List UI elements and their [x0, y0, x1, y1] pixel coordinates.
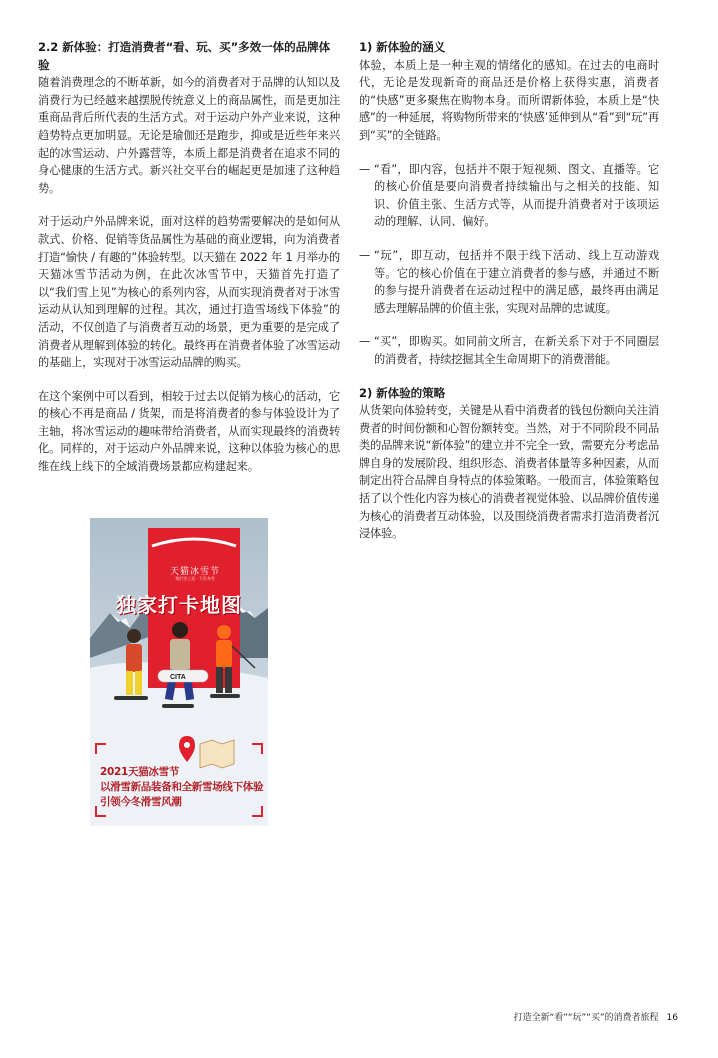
dash-bullet: — [359, 335, 371, 349]
dash-bullet: — [359, 162, 371, 176]
paragraph: 对于运动户外品牌来说，面对这样的趋势需要解决的是如何从款式、价格、促销等货品属性为基础的商业逻辑，向为消费者打造“愉快 / 有趣的”体验转型。以天猫在 2022 年 1 月举办的天猫冰雪节活动为例，在此次冰雪节中，天猫首先打造了以“我们雪上见”为核心的系列内容，从而实现消费者对于冰雪运动从认知到理解的过程。其次，通过打造雪场线下体验”的活动，不仅创造了与消费者互动的场景，更为重要的是完成了消费者从理解到体验的转化。最终再在消费者体验了冰雪运动的基础上，实现对于冰雪运动品牌的购买。 [38, 215, 340, 370]
paragraph: 体验，本质上是一种主观的情绪化的感知。在过去的电商时代，无论是发现新奇的商品还是价格上获得实惠，消费者的“快感”更多聚焦在购物本身。而所谓新体验，本质上是“快感”的一种延展，将购物所带来的‘快感’延伸到从“看”到“玩”再到“买”的全链路。 [359, 58, 659, 142]
left-column [38, 39, 340, 476]
dash-bullet: — [359, 248, 371, 262]
list-item [359, 247, 659, 317]
poster-brand-subtitle: 我们雪上见 · 不负冬雪 [175, 576, 215, 581]
right-column [359, 39, 659, 543]
footer-title: 打造全新“看”“玩”“买”的消费者旅程 [513, 1013, 659, 1023]
paragraph: 随着消费理念的不断革新，如今的消费者对于品牌的认知以及消费行为已经越来越摆脱传统意义上的商品属性，而是更加注重商品背后所代表的生活方式。对于运动户外产业来说，这种趋势特点更加明显。无论是瑜伽还是跑步，抑或是近些年来兴起的冰雪运动、户外露营等，本质上都是消费者在追求不同的身心健康的生活方式。新兴社交平台的崛起更是加速了这种趋势。 [38, 76, 340, 195]
page-number: 16 [666, 1013, 678, 1023]
list-item [359, 333, 659, 368]
list-item-text: “看”，即内容，包括并不限于短视频、图文、直播等。它的核心价值是要向消费者持续输出与之相关的技能、知识、价值主张、生活方式等，从而提升消费者对于该项运动的理解、认同、偏好。 [374, 162, 659, 229]
poster-brand: 天猫冰雪节 [169, 567, 220, 577]
paragraph: 从货架向体验转变，关键是从看中消费者的钱包份额向关注消费者的时间份额和心智份额转变。当然，对于不同阶段不同品类的品牌来说“新体验”的建立并不完全一致，需要充分考虑品牌自身的发展阶段、组织形态、消费者体量等多种因素，从而制定出符合品牌自身特点的体验策略。一般而言，体验策略包括了以个性化内容为核心的消费者视觉体验、以品牌价值传递为核心的消费者互动体验，以及围绕消费者需求打造消费者沉浸体验。 [359, 404, 659, 541]
list-item [359, 161, 659, 231]
poster-caption: 2021天猫冰雪节 [100, 766, 180, 778]
list-item-text: “买”，即购买。如同前文所言，在新关系下对于不同圈层的消费者，持续挖掘其全生命周期下的消费潜能。 [374, 335, 659, 366]
subsection-heading: 2) 新体验的策略 [359, 385, 446, 400]
list-item-text: “玩”，即互动，包括并不限于线下活动、线上互动游戏等。它的核心价值在于建立消费者的参与感，并通过不断的参与提升消费者在运动过程中的满足感，最终再由满足感去理解品牌的价值主张，实现对品牌的忠诚度。 [374, 248, 659, 315]
poster-caption: 以滑雪新品装备和全新雪场线下体验 [100, 781, 264, 793]
section-heading: 2.2 新体验：打造消费者“看、玩、买”多效一体的品牌体验 [38, 40, 331, 72]
poster-title: 独家打卡地图 [116, 593, 242, 617]
subsection-heading: 1) 新体验的涵义 [359, 40, 446, 54]
dash-list [359, 161, 659, 369]
page-footer [514, 1010, 678, 1023]
poster-caption: 引领今冬滑雪风潮 [100, 796, 182, 808]
paragraph: 在这个案例中可以看到，相较于过去以促销为核心的活动，它的核心不再是商品 / 货架，而是将消费者的参与体验设计为了主轴，将冰雪运动的趣味带给消费者，从而实现最终的消费转化。同样的，对于运动户外品牌来说，这种以体验为核心的思维在线上线下的全域消费场景都应构建起来。 [38, 389, 340, 474]
poster-image [90, 518, 268, 826]
board-label: CITA [170, 674, 186, 681]
